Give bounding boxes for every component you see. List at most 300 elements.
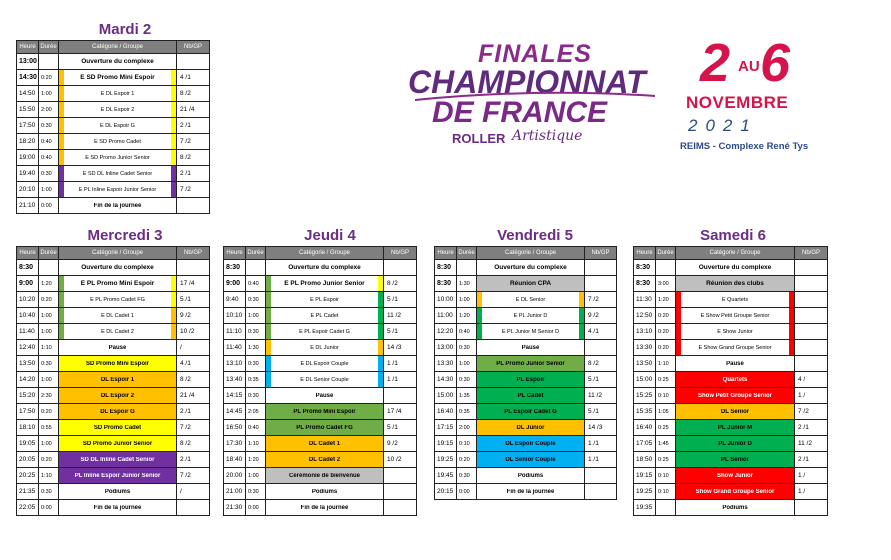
category-label: PL Promo Junior Senior: [496, 360, 565, 367]
category-color-bar-right: [378, 452, 383, 467]
category-color-bar-right: [378, 340, 383, 355]
row-count: 7 /2: [585, 292, 617, 308]
row-count: [585, 260, 617, 276]
row-time: 11:30: [634, 292, 656, 308]
row-category: [477, 292, 585, 308]
row-category: [477, 340, 585, 356]
schedule-row: [634, 260, 828, 276]
category-label: Réunion CPA: [509, 280, 552, 287]
category-color-bar-right: [789, 260, 794, 275]
row-category: [59, 388, 177, 404]
row-category: [266, 308, 384, 324]
category-color-bar-right: [789, 372, 794, 387]
category-label: Pause: [108, 344, 127, 351]
row-duration: [246, 260, 266, 276]
row-category: [676, 308, 795, 324]
row-duration: 0:25: [656, 420, 676, 436]
row-duration: 0:20: [656, 324, 676, 340]
category-label: E SD Promo Junior Senior: [85, 154, 150, 161]
header-duree: Durée: [39, 41, 59, 54]
logo-de-france-text: DE FRANCE: [432, 96, 608, 129]
schedule-row: [634, 468, 828, 484]
category-color-bar-right: [789, 308, 794, 323]
row-time: 10:10: [224, 308, 246, 324]
category-label: Show Petit Groupe Senior: [697, 392, 772, 399]
category-color-bar-right: [171, 372, 176, 387]
row-time: 19:15: [634, 468, 656, 484]
header-categorie: Catégorie / Groupe: [59, 41, 177, 54]
category-label: E DL Espoir Couple: [300, 360, 349, 367]
schedule-row: [17, 292, 210, 308]
row-duration: 1:20: [457, 308, 477, 324]
row-time: 13:10: [224, 356, 246, 372]
row-duration: 0:20: [39, 70, 59, 86]
row-category: [266, 340, 384, 356]
row-duration: 0:20: [39, 404, 59, 420]
schedule-table-jeudi: [223, 246, 417, 516]
row-count: 5 /1: [384, 420, 417, 436]
row-time: 12:20: [435, 324, 457, 340]
category-label: E DL Cadet 2: [101, 328, 134, 335]
category-label: Fin de la journée: [506, 488, 555, 495]
venue-text: REIMS - Complexe René Tys: [680, 141, 809, 152]
row-time: 14:30: [17, 70, 39, 86]
row-duration: 0:30: [457, 372, 477, 388]
row-time: 14:20: [17, 372, 39, 388]
row-count: 7 /2: [177, 134, 210, 150]
category-color-bar-right: [171, 182, 176, 197]
row-duration: 0:30: [246, 356, 266, 372]
row-time: 13:40: [224, 372, 246, 388]
row-category: [676, 356, 795, 372]
row-count: 2 /1: [177, 452, 210, 468]
row-count: 5 /1: [585, 372, 617, 388]
schedule-row: [224, 276, 417, 292]
day-title-mercredi: Mercredi 3: [87, 227, 163, 244]
row-category: [477, 404, 585, 420]
row-category: [676, 372, 795, 388]
row-category: [676, 452, 795, 468]
header-duree: Durée: [457, 247, 477, 260]
category-color-bar-right: [789, 356, 794, 371]
schedule-row: [435, 452, 617, 468]
row-count: 7 /2: [795, 404, 828, 420]
row-category: [59, 340, 177, 356]
schedule-row: [435, 308, 617, 324]
schedule-row: [634, 436, 828, 452]
date-start-day: 2: [700, 33, 731, 93]
category-label: SD Promo Mini Espoir: [85, 360, 149, 367]
row-duration: 0:30: [457, 340, 477, 356]
row-count: [795, 276, 828, 292]
row-duration: 3:00: [656, 276, 676, 292]
category-color-bar-right: [171, 102, 176, 117]
row-time: 8:30: [435, 276, 457, 292]
row-category: [266, 276, 384, 292]
row-time: 14:45: [224, 404, 246, 420]
schedule-row: [17, 388, 210, 404]
row-time: 13:10: [634, 324, 656, 340]
row-duration: 2:00: [39, 102, 59, 118]
logo-roller-text: ROLLER: [452, 131, 506, 146]
category-label: DL Senior: [720, 408, 750, 415]
row-time: 16:40: [435, 404, 457, 420]
category-label: E Show Grand Groupe Senior: [698, 344, 772, 351]
row-category: [266, 324, 384, 340]
schedule-row: [17, 452, 210, 468]
row-category: [477, 484, 585, 500]
category-label: Podiums: [722, 504, 748, 511]
header-nb: Nb/GP: [177, 41, 210, 54]
category-color-bar-right: [378, 420, 383, 435]
row-time: 15:00: [435, 388, 457, 404]
row-time: 11:40: [17, 324, 39, 340]
schedule-row: [435, 340, 617, 356]
row-category: [59, 118, 177, 134]
category-color-bar-right: [171, 388, 176, 403]
row-duration: 0:30: [39, 356, 59, 372]
category-label: SD Promo Junior Senior: [82, 440, 153, 447]
row-time: 19:05: [17, 436, 39, 452]
row-count: 9 /2: [177, 308, 210, 324]
category-color-bar-right: [579, 308, 584, 323]
row-count: [384, 388, 417, 404]
row-duration: 1:00: [246, 468, 266, 484]
row-category: [59, 500, 177, 516]
category-color-bar-right: [378, 260, 383, 275]
schedule-row: [17, 182, 210, 198]
row-duration: 1:20: [39, 276, 59, 292]
row-count: [384, 468, 417, 484]
category-color-bar-right: [171, 436, 176, 451]
category-label: E Show Petit Groupe Senior: [700, 312, 770, 319]
row-count: 14 /3: [585, 420, 617, 436]
row-count: 14 /3: [384, 340, 417, 356]
row-category: [266, 500, 384, 516]
row-category: [477, 436, 585, 452]
row-duration: 1:20: [656, 292, 676, 308]
schedule-row: [435, 484, 617, 500]
row-category: [266, 420, 384, 436]
schedule-row: [224, 404, 417, 420]
header-categorie: Catégorie / Groupe: [676, 247, 795, 260]
row-category: [477, 468, 585, 484]
schedule-row: [17, 118, 210, 134]
row-duration: 1:00: [39, 372, 59, 388]
row-duration: 1:00: [39, 86, 59, 102]
category-color-bar-right: [789, 436, 794, 451]
category-color-bar-right: [579, 468, 584, 483]
row-count: [795, 308, 828, 324]
category-color-bar-right: [789, 292, 794, 307]
schedule-row: [224, 420, 417, 436]
row-duration: 1:00: [39, 308, 59, 324]
row-duration: 0:20: [457, 452, 477, 468]
schedule-row: [17, 54, 210, 70]
row-time: 11:10: [224, 324, 246, 340]
schedule-row: [17, 468, 210, 484]
category-label: DL Espoir 2: [100, 392, 135, 399]
schedule-row: [634, 356, 828, 372]
row-time: 13:00: [17, 54, 39, 70]
category-label: DL Cadet 1: [308, 440, 341, 447]
schedule-row: [634, 324, 828, 340]
row-count: 17 /4: [177, 276, 210, 292]
schedule-row: [17, 324, 210, 340]
category-label: E DL Espoir 2: [100, 106, 135, 113]
row-category: [266, 468, 384, 484]
row-time: 17:50: [17, 404, 39, 420]
schedule-row: [435, 436, 617, 452]
row-category: [59, 134, 177, 150]
category-label: DL Senior Couple: [505, 456, 556, 463]
row-time: 10:20: [17, 292, 39, 308]
row-count: 9 /2: [384, 436, 417, 452]
schedule-row: [17, 102, 210, 118]
category-label: DL Cadet 2: [308, 456, 341, 463]
schedule-table-mercredi: [16, 246, 210, 516]
schedule-row: [224, 500, 417, 516]
category-color-bar-right: [171, 260, 176, 275]
row-category: [59, 102, 177, 118]
row-count: 21 /4: [177, 102, 210, 118]
category-color-bar-right: [378, 292, 383, 307]
category-color-bar-right: [171, 292, 176, 307]
row-time: 13:50: [17, 356, 39, 372]
row-category: [59, 292, 177, 308]
schedule-row: [224, 308, 417, 324]
row-duration: 0:20: [656, 340, 676, 356]
row-count: 10 /2: [384, 452, 417, 468]
row-time: 15:35: [634, 404, 656, 420]
category-label: E DL Espoir G: [100, 122, 135, 129]
row-count: 4 /: [795, 372, 828, 388]
category-color-bar-right: [378, 484, 383, 499]
schedule-row: [224, 340, 417, 356]
row-count: 4 /1: [177, 70, 210, 86]
row-time: 10:00: [435, 292, 457, 308]
schedule-row: [17, 372, 210, 388]
category-color-bar-right: [579, 292, 584, 307]
row-category: [477, 356, 585, 372]
header-duree: Durée: [39, 247, 59, 260]
row-duration: 1:05: [656, 404, 676, 420]
row-count: 5 /1: [384, 292, 417, 308]
row-count: 5 /1: [384, 324, 417, 340]
row-category: [59, 484, 177, 500]
row-category: [59, 308, 177, 324]
row-time: 19:15: [435, 436, 457, 452]
category-label: E PL Cadet: [310, 312, 339, 319]
category-color-bar-right: [579, 260, 584, 275]
row-duration: 0:30: [246, 484, 266, 500]
row-count: 7 /2: [177, 420, 210, 436]
row-time: 20:15: [435, 484, 457, 500]
schedule-row: [224, 292, 417, 308]
row-category: [59, 150, 177, 166]
row-category: [266, 372, 384, 388]
category-color-bar-right: [789, 340, 794, 355]
row-time: 9:00: [224, 276, 246, 292]
row-category: [59, 372, 177, 388]
row-duration: 1:30: [457, 276, 477, 292]
category-color-bar-right: [171, 468, 176, 483]
row-count: 5 /1: [177, 292, 210, 308]
row-category: [676, 276, 795, 292]
row-category: [59, 260, 177, 276]
category-label: PL Espoir Cadet G: [504, 408, 557, 415]
schedule-row: [17, 276, 210, 292]
schedule-row: [224, 372, 417, 388]
row-time: 18:20: [17, 134, 39, 150]
category-color-bar-right: [171, 86, 176, 101]
row-duration: 1:20: [246, 452, 266, 468]
category-label: PL Promo Mini Espoir: [293, 408, 356, 415]
category-label: E PL Junior D: [513, 312, 548, 319]
row-time: 15:50: [17, 102, 39, 118]
schedule-row: [435, 420, 617, 436]
row-duration: 0:30: [39, 166, 59, 182]
schedule-row: [17, 356, 210, 372]
schedule-row: [634, 276, 828, 292]
row-time: 8:30: [634, 260, 656, 276]
row-count: 1 /1: [384, 372, 417, 388]
category-label: DL Espoir G: [100, 408, 135, 415]
category-label: Fin de la journée: [300, 504, 349, 511]
row-count: 1 /1: [585, 436, 617, 452]
row-category: [266, 452, 384, 468]
category-label: E DL Junior: [310, 344, 339, 351]
row-count: 8 /2: [585, 356, 617, 372]
row-count: 21 /4: [177, 388, 210, 404]
row-time: 17:05: [634, 436, 656, 452]
schedule-row: [435, 292, 617, 308]
row-count: 11 /2: [795, 436, 828, 452]
row-time: 16:50: [224, 420, 246, 436]
row-duration: 1:10: [39, 468, 59, 484]
row-count: 8 /2: [177, 372, 210, 388]
category-label: E Quartets: [721, 296, 749, 303]
row-category: [59, 404, 177, 420]
header-nb: Nb/GP: [177, 247, 210, 260]
category-color-bar-right: [378, 404, 383, 419]
row-time: 13:30: [435, 356, 457, 372]
header-duree: Durée: [656, 247, 676, 260]
row-count: 1 /: [795, 484, 828, 500]
category-color-bar-right: [579, 484, 584, 499]
category-label: Ouverture du complexe: [81, 58, 154, 65]
row-count: 8 /2: [177, 436, 210, 452]
category-label: E Show Junior: [717, 328, 753, 335]
schedule-row: [224, 324, 417, 340]
schedule-table-mardi: [16, 40, 210, 214]
row-time: 21:35: [17, 484, 39, 500]
row-duration: 0:00: [457, 484, 477, 500]
row-duration: [39, 54, 59, 70]
schedule-row: [17, 436, 210, 452]
row-category: [266, 388, 384, 404]
category-color-bar-right: [378, 388, 383, 403]
row-duration: 1:10: [656, 356, 676, 372]
row-duration: 0:40: [457, 324, 477, 340]
row-category: [59, 86, 177, 102]
schedule-row: [634, 308, 828, 324]
row-duration: 0:30: [39, 118, 59, 134]
schedule-row: [17, 404, 210, 420]
row-time: 22:05: [17, 500, 39, 516]
row-time: 19:00: [17, 150, 39, 166]
category-color-bar-right: [789, 420, 794, 435]
row-category: [266, 356, 384, 372]
row-count: 11 /2: [384, 308, 417, 324]
schedule-row: [224, 260, 417, 276]
category-color-bar-right: [579, 420, 584, 435]
row-count: 7 /2: [177, 182, 210, 198]
header-nb: Nb/GP: [795, 247, 828, 260]
row-time: 19:25: [634, 484, 656, 500]
row-duration: 0:00: [39, 500, 59, 516]
table-header-row: [17, 41, 210, 54]
row-time: 21:30: [224, 500, 246, 516]
row-time: 17:15: [435, 420, 457, 436]
row-time: 8:30: [435, 260, 457, 276]
row-duration: [39, 260, 59, 276]
row-duration: 0:25: [656, 452, 676, 468]
category-color-bar-right: [171, 54, 176, 69]
row-duration: [457, 260, 477, 276]
schedule-row: [17, 260, 210, 276]
category-color-bar-right: [579, 436, 584, 451]
row-duration: 0:25: [656, 372, 676, 388]
row-time: 20:10: [17, 182, 39, 198]
row-time: 11:00: [435, 308, 457, 324]
schedule-row: [634, 388, 828, 404]
schedule-row: [17, 150, 210, 166]
day-title-samedi: Samedi 6: [700, 227, 766, 244]
category-label: Podiums: [517, 472, 544, 479]
row-time: 12:50: [634, 308, 656, 324]
category-label: PL Inline Espoir Junior Senior: [74, 472, 161, 479]
row-count: 4 /1: [177, 356, 210, 372]
schedule-row: [435, 356, 617, 372]
category-color-bar-right: [171, 134, 176, 149]
row-count: [384, 484, 417, 500]
category-color-bar-right: [171, 166, 176, 181]
category-color-bar-right: [789, 500, 794, 515]
row-count: 8 /2: [384, 276, 417, 292]
header-categorie: Catégorie / Groupe: [477, 247, 585, 260]
category-label: E PL Promo Mini Espoir: [80, 280, 155, 287]
row-category: [59, 182, 177, 198]
row-duration: 0:10: [656, 484, 676, 500]
category-color-bar-right: [579, 452, 584, 467]
row-time: 8:30: [634, 276, 656, 292]
row-category: [59, 166, 177, 182]
schedule-row: [17, 70, 210, 86]
category-label: E PL Promo Junior Senior: [284, 280, 365, 287]
category-color-bar-right: [378, 500, 383, 515]
row-time: 19:40: [17, 166, 39, 182]
category-label: E PL Junior M Senior D: [501, 328, 560, 335]
category-color-bar-right: [171, 356, 176, 371]
category-color-bar-right: [579, 356, 584, 371]
row-count: [177, 198, 210, 214]
schedule-row: [17, 308, 210, 324]
row-count: [795, 356, 828, 372]
schedule-row: [435, 324, 617, 340]
category-label: PL Cadet: [517, 392, 544, 399]
row-category: [59, 324, 177, 340]
